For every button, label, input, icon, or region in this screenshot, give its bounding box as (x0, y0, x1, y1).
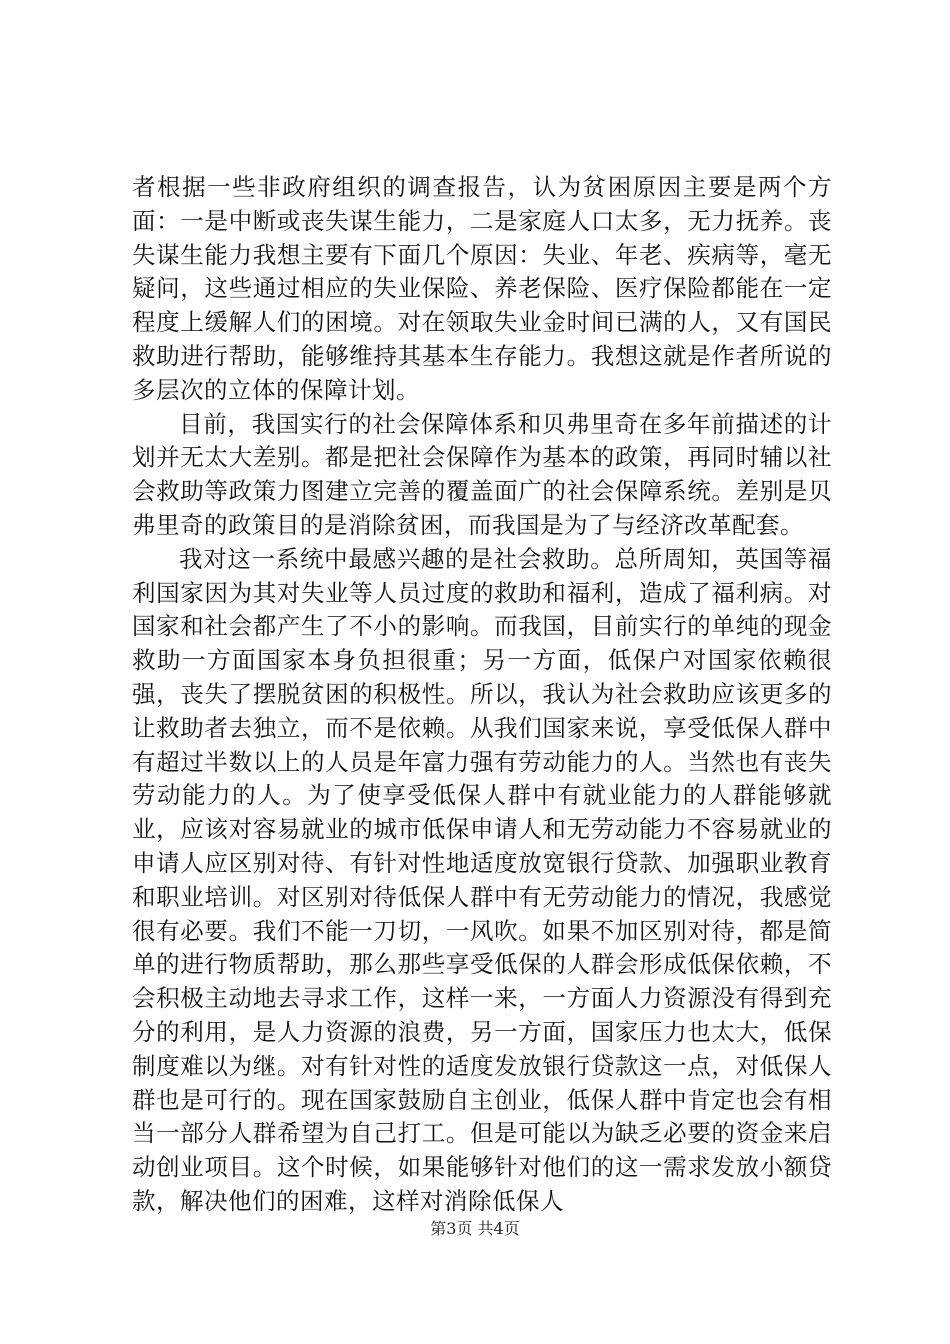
document-body (132, 171, 832, 1219)
paragraph-3: 我对这一系统中最感兴趣的是社会救助。总所周知，英国等福利国家因为其对失业等人员过度的救助和福利，造成了福利病。对国家和社会都产生了不小的影响。而我国，目前实行的单纯的现金救助一方面国家本身负担很重；另一方面，低保户对国家依赖很强，丧失了摆脱贫困的积极性。所以，我认为社会救助应该更多的让救助者去独立，而不是依赖。从我们国家来说，享受低保人群中有超过半数以上的人员是年富力强有劳动能力的人。当然也有丧失劳动能力的人。为了使享受低保人群中有就业能力的人群能够就业，应该对容易就业的城市低保申请人和无劳动能力不容易就业的申请人应区别对待、有针对性地适度放宽银行贷款、加强职业教育和职业培训。对区别对待低保人群中有无劳动能力的情况，我感觉很有必要。我们不能一刀切，一风吹。如果不加区别对待，都是简单的进行物质帮助，那么那些享受低保的人群会形成低保依赖，不会积极主动地去寻求工作，这样一来，一方面人力资源没有得到充分的利用，是人力资源的浪费，另一方面，国家压力也太大，低保制度难以为继。对有针对性的适度发放银行贷款这一点，对低保人群也是可行的。现在国家鼓励自主创业，低保人群中肯定也会有相当一部分人群希望为自己打工。但是可能以为缺乏必要的资金来启动创业项目。这个时候，如果能够针对他们的这一需求发放小额贷款，解决他们的困难，这样对消除低保人 (132, 544, 832, 1215)
paragraph-2: 目前，我国实行的社会保障体系和贝弗里奇在多年前描述的计划并无太大差别。都是把社会保障作为基本的政策，再同时辅以社会救助等政策力图建立完善的覆盖面广的社会保障系统。差别是贝弗里奇的政策目的是消除贫困，而我国是为了与经济改革配套。 (132, 409, 832, 539)
page-footer: 第3页 共4页 (430, 1219, 520, 1238)
paragraph-1: 者根据一些非政府组织的调查报告，认为贫困原因主要是两个方面：一是中断或丧失谋生能力，二是家庭人口太多，无力抚养。丧失谋生能力我想主要有下面几个原因：失业、年老、疾病等，毫无疑问，这些通过相应的失业保险、养老保险、医疗保险都能在一定程度上缓解人们的困境。对在领取失业金时间已满的人，又有国民救助进行帮助，能够维持其基本生存能力。我想这就是作者所说的多层次的立体的保障计划。 (132, 173, 832, 404)
